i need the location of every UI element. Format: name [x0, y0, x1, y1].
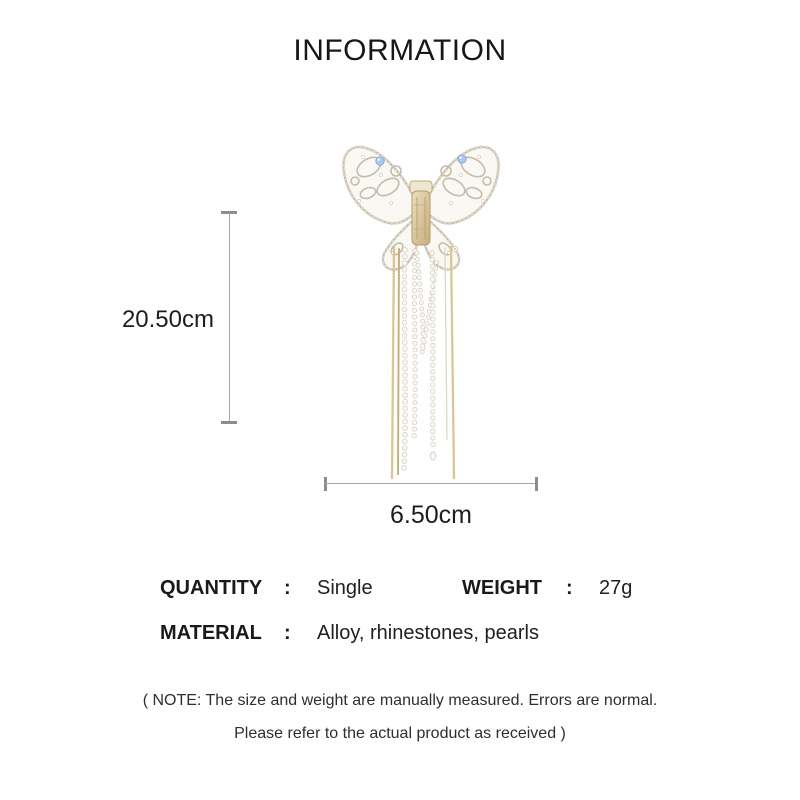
spec-colon-quantity: :: [284, 577, 291, 599]
flower-charm-icon: [452, 246, 457, 251]
page-title: INFORMATION: [293, 34, 507, 67]
spec-colon-material: :: [284, 622, 291, 644]
gold-chain-tassels: [392, 247, 454, 478]
butterfly-hair-claw-image: [333, 141, 508, 483]
clip-body: [410, 181, 432, 245]
width-dimension-line: [325, 483, 537, 484]
spec-label-weight: WEIGHT: [462, 577, 542, 599]
height-dimension-line: [229, 213, 230, 423]
measurement-note: [0, 684, 800, 750]
spec-colon-weight: :: [566, 577, 573, 599]
width-dimension-label: 6.50cm: [390, 501, 472, 529]
spec-value-quantity: Single: [317, 577, 373, 599]
note-line-2: Please refer to the actual product as received ): [234, 725, 566, 742]
note-line-1: ( NOTE: The size and weight are manually measured. Errors are normal.: [142, 692, 658, 709]
height-dimension-label: 20.50cm: [121, 306, 214, 333]
spec-label-quantity: QUANTITY: [160, 577, 263, 599]
height-dimension-bottom-tick: [221, 421, 237, 424]
width-dimension-left-tick: [324, 477, 327, 491]
spec-label-material: MATERIAL: [160, 622, 262, 644]
width-dimension-right-tick: [535, 477, 538, 491]
spec-value-material: Alloy, rhinestones, pearls: [317, 622, 539, 644]
pearl-tassels: [404, 250, 437, 470]
spec-value-weight: 27g: [599, 577, 633, 599]
